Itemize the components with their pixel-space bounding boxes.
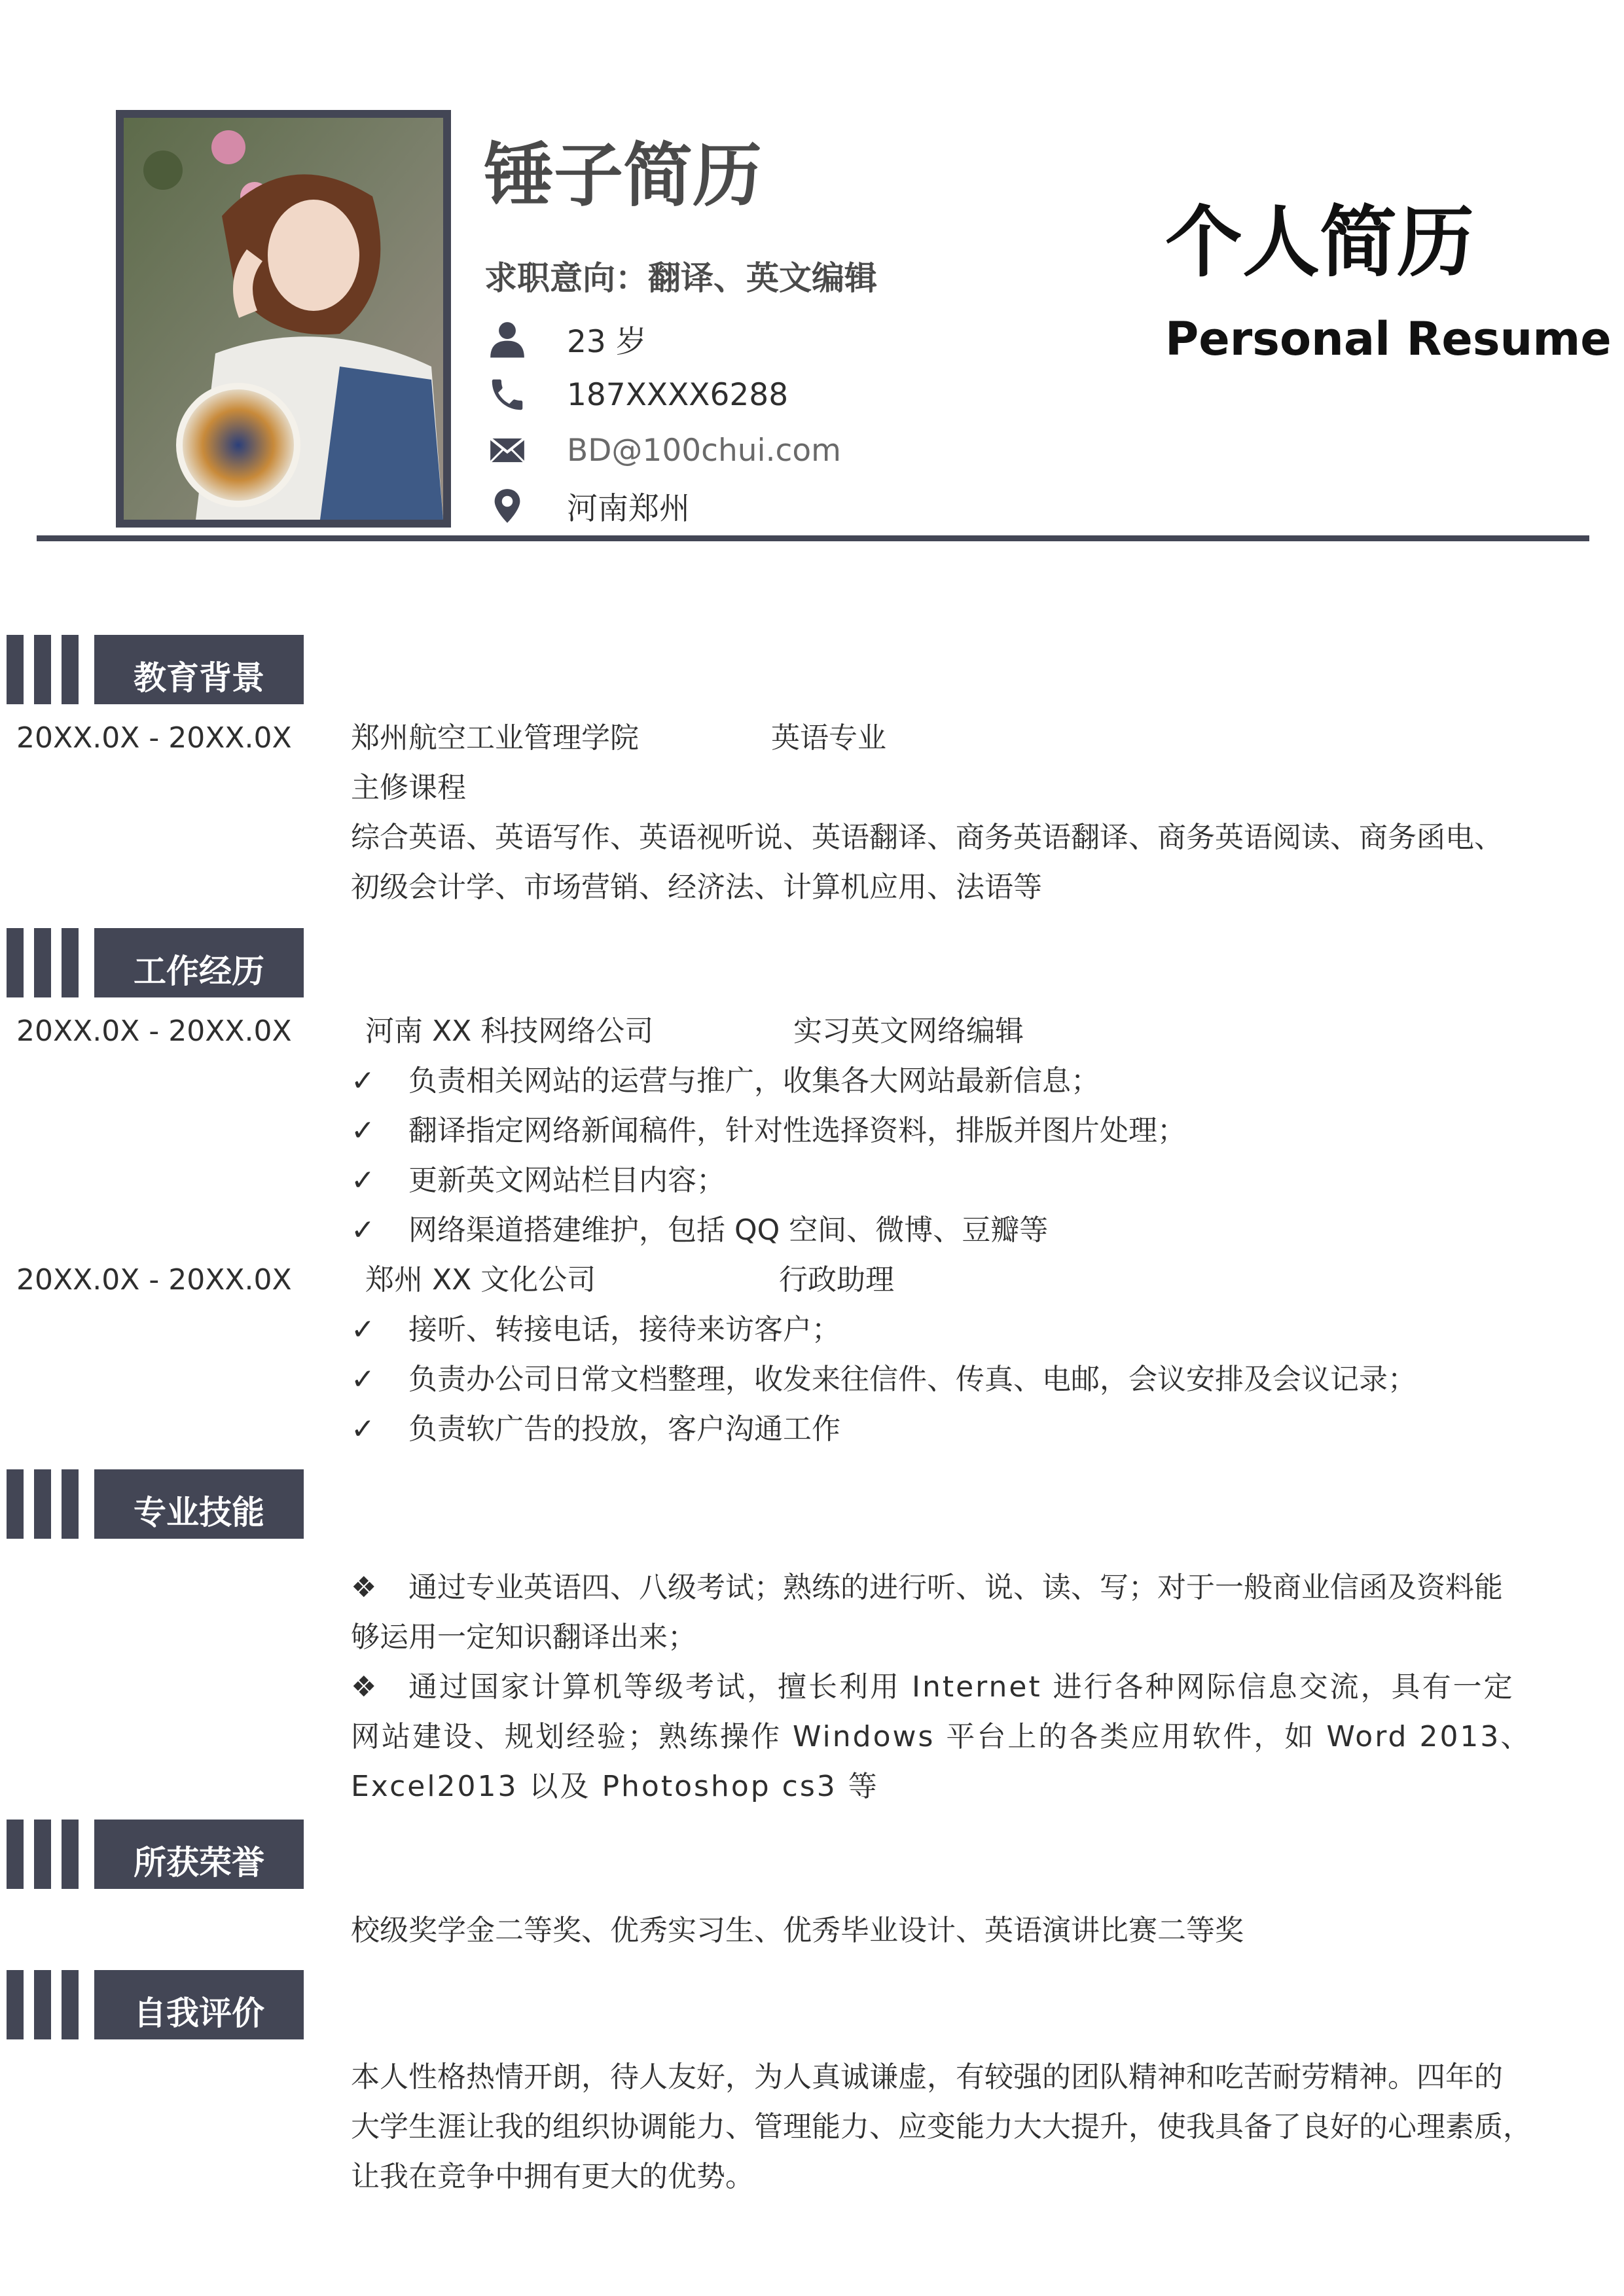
job-date: 20XX.0X - 20XX.0X bbox=[16, 1014, 292, 1048]
phone-text: 187XXXX6288 bbox=[567, 376, 789, 413]
skill-line: ❖ 通过专业英语四、八级考试；熟练的进行听、说、读、写；对于一般商业信函及资料能 bbox=[351, 1571, 1503, 1604]
check-icon: ✓ bbox=[351, 1213, 375, 1247]
self-eval-line: 本人性格热情开朗，待人友好，为人真诚谦虚，有较强的团队精神和吃苦耐劳精神。四年的 bbox=[351, 2060, 1503, 2094]
check-icon: ✓ bbox=[351, 1114, 375, 1147]
check-icon: ✓ bbox=[351, 1313, 375, 1346]
job-intent: 求职意向：翻译、英文编辑 bbox=[484, 259, 877, 297]
section-stripe bbox=[7, 1970, 24, 2039]
education-school: 郑州航空工业管理学院 bbox=[351, 721, 639, 755]
education-date: 20XX.0X - 20XX.0X bbox=[16, 721, 292, 755]
diamond-bullet-icon: ❖ bbox=[351, 1670, 377, 1704]
self-eval-line: 让我在竞争中拥有更大的优势。 bbox=[351, 2160, 754, 2193]
skill-line: ❖ 通过国家计算机等级考试，擅长利用 Internet 进行各种网际信息交流，具有一定 bbox=[351, 1670, 1515, 1704]
skill-line: 够运用一定知识翻译出来； bbox=[351, 1621, 696, 1654]
section-stripe bbox=[7, 1820, 24, 1889]
section-title: 教育背景 bbox=[94, 635, 304, 704]
mail-icon bbox=[487, 430, 528, 471]
courses-line: 初级会计学、市场营销、经济法、计算机应用、法语等 bbox=[351, 870, 1042, 904]
header-divider bbox=[37, 535, 1589, 541]
location-pin-icon bbox=[487, 486, 528, 526]
job-position: 实习英文网络编辑 bbox=[793, 1014, 1024, 1048]
location-text: 河南郑州 bbox=[567, 490, 690, 527]
job-company: 郑州 XX 文化公司 bbox=[365, 1263, 596, 1297]
check-icon: ✓ bbox=[351, 1064, 375, 1098]
job-position: 行政助理 bbox=[779, 1263, 894, 1297]
section-title: 所获荣誉 bbox=[94, 1820, 304, 1889]
courses-line: 综合英语、英语写作、英语视听说、英语翻译、商务英语翻译、商务英语阅读、商务函电、 bbox=[351, 821, 1503, 854]
section-stripe bbox=[34, 635, 51, 704]
job-duty: ✓ 更新英文网站栏目内容； bbox=[351, 1164, 725, 1197]
section-title: 专业技能 bbox=[94, 1469, 304, 1539]
section-stripe bbox=[7, 928, 24, 997]
email-text[interactable]: BD@100chui.com bbox=[567, 432, 841, 469]
info-location-row bbox=[487, 483, 690, 529]
job-duty: ✓ 负责办公司日常文档整理，收发来往信件、传真、电邮，会议安排及会议记录； bbox=[351, 1363, 1416, 1396]
section-stripe bbox=[34, 1469, 51, 1539]
resume-title-en: Personal Resume bbox=[1165, 312, 1612, 366]
check-icon: ✓ bbox=[351, 1412, 375, 1446]
section-stripe bbox=[62, 928, 79, 997]
section-stripe bbox=[7, 635, 24, 704]
section-title: 工作经历 bbox=[94, 928, 304, 997]
info-email-row bbox=[487, 427, 841, 473]
info-phone-row bbox=[487, 372, 788, 418]
job-duty: ✓ 负责软广告的投放，客户沟通工作 bbox=[351, 1412, 840, 1446]
section-stripe bbox=[62, 635, 79, 704]
info-age-row bbox=[487, 316, 647, 362]
profile-photo-image bbox=[124, 118, 443, 520]
section-stripe bbox=[34, 1820, 51, 1889]
honors-text: 校级奖学金二等奖、优秀实习生、优秀毕业设计、英语演讲比赛二等奖 bbox=[351, 1914, 1244, 1947]
person-icon bbox=[487, 319, 528, 359]
skill-line: 网站建设、规划经验；熟练操作 Windows 平台上的各类应用软件，如 Word 2013、 bbox=[351, 1720, 1532, 1753]
self-eval-line: 大学生涯让我的组织协调能力、管理能力、应变能力大大提升，使我具备了良好的心理素质， bbox=[351, 2110, 1532, 2144]
age-text: 23 岁 bbox=[567, 323, 647, 360]
check-icon: ✓ bbox=[351, 1164, 375, 1197]
section-stripe bbox=[62, 1820, 79, 1889]
diamond-bullet-icon: ❖ bbox=[351, 1571, 377, 1604]
section-stripe bbox=[34, 1970, 51, 2039]
courses-label: 主修课程 bbox=[351, 771, 466, 804]
education-major: 英语专业 bbox=[771, 721, 886, 755]
skill-line: Excel2013 以及 Photoshop cs3 等 bbox=[351, 1770, 879, 1803]
check-icon: ✓ bbox=[351, 1363, 375, 1396]
job-duty: ✓ 负责相关网站的运营与推广，收集各大网站最新信息； bbox=[351, 1064, 1100, 1098]
job-duty: ✓ 接听、转接电话，接待来访客户； bbox=[351, 1313, 840, 1346]
section-stripe bbox=[7, 1469, 24, 1539]
section-title: 自我评价 bbox=[94, 1970, 304, 2039]
resume-title-cn: 个人简历 bbox=[1165, 197, 1475, 287]
candidate-name: 锤子简历 bbox=[484, 135, 762, 216]
job-duty: ✓ 翻译指定网络新闻稿件，针对性选择资料，排版并图片处理； bbox=[351, 1114, 1186, 1147]
section-stripe bbox=[62, 1970, 79, 2039]
job-date: 20XX.0X - 20XX.0X bbox=[16, 1263, 292, 1297]
job-company: 河南 XX 科技网络公司 bbox=[365, 1014, 654, 1048]
phone-icon bbox=[487, 374, 528, 415]
section-stripe bbox=[62, 1469, 79, 1539]
profile-photo bbox=[116, 110, 451, 528]
section-stripe bbox=[34, 928, 51, 997]
job-duty: ✓ 网络渠道搭建维护，包括 QQ 空间、微博、豆瓣等 bbox=[351, 1213, 1049, 1247]
